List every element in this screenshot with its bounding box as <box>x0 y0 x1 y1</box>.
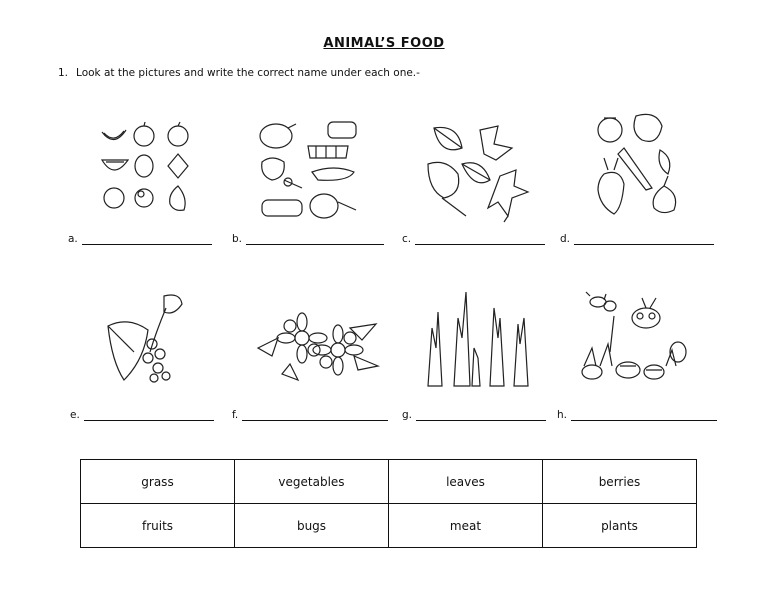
word-bank-cell: meat <box>389 504 543 548</box>
answer-f: f. <box>232 408 388 421</box>
vegetables-picture <box>594 110 684 222</box>
word-bank-cell: fruits <box>81 504 235 548</box>
word-bank-cell: grass <box>81 460 235 504</box>
word-bank-cell: leaves <box>389 460 543 504</box>
leaves-picture <box>422 124 532 222</box>
berries-picture <box>104 292 186 382</box>
answer-c: c. <box>402 232 545 245</box>
bugs-picture <box>580 292 690 384</box>
answer-d-blank[interactable] <box>574 232 714 245</box>
answer-c-blank[interactable] <box>415 232 545 245</box>
word-bank-table <box>80 459 697 548</box>
answer-f-blank[interactable] <box>242 408 388 421</box>
word-bank-row <box>81 504 697 548</box>
meat-picture <box>258 118 360 222</box>
answer-h-blank[interactable] <box>571 408 717 421</box>
fruits-picture <box>98 120 193 215</box>
instruction-text: Look at the pictures and write the correct name under each one.- <box>76 67 420 79</box>
flowers-picture <box>254 308 380 382</box>
word-bank-cell: bugs <box>235 504 389 548</box>
answer-e-blank[interactable] <box>84 408 214 421</box>
instruction <box>58 67 420 79</box>
grass-picture <box>424 288 534 388</box>
instruction-number: 1. <box>58 67 69 79</box>
page-title: ANIMAL’S FOOD <box>323 36 445 51</box>
answer-h: h. <box>557 408 717 421</box>
answer-g: g. <box>402 408 546 421</box>
answer-a-blank[interactable] <box>82 232 212 245</box>
answer-a: a. <box>68 232 212 245</box>
answer-b: b. <box>232 232 384 245</box>
word-bank-cell: plants <box>543 504 697 548</box>
word-bank-cell: vegetables <box>235 460 389 504</box>
answer-g-blank[interactable] <box>416 408 546 421</box>
answer-d: d. <box>560 232 714 245</box>
word-bank-cell: berries <box>543 460 697 504</box>
answer-b-blank[interactable] <box>246 232 384 245</box>
word-bank-row <box>81 460 697 504</box>
answer-e: e. <box>70 408 214 421</box>
